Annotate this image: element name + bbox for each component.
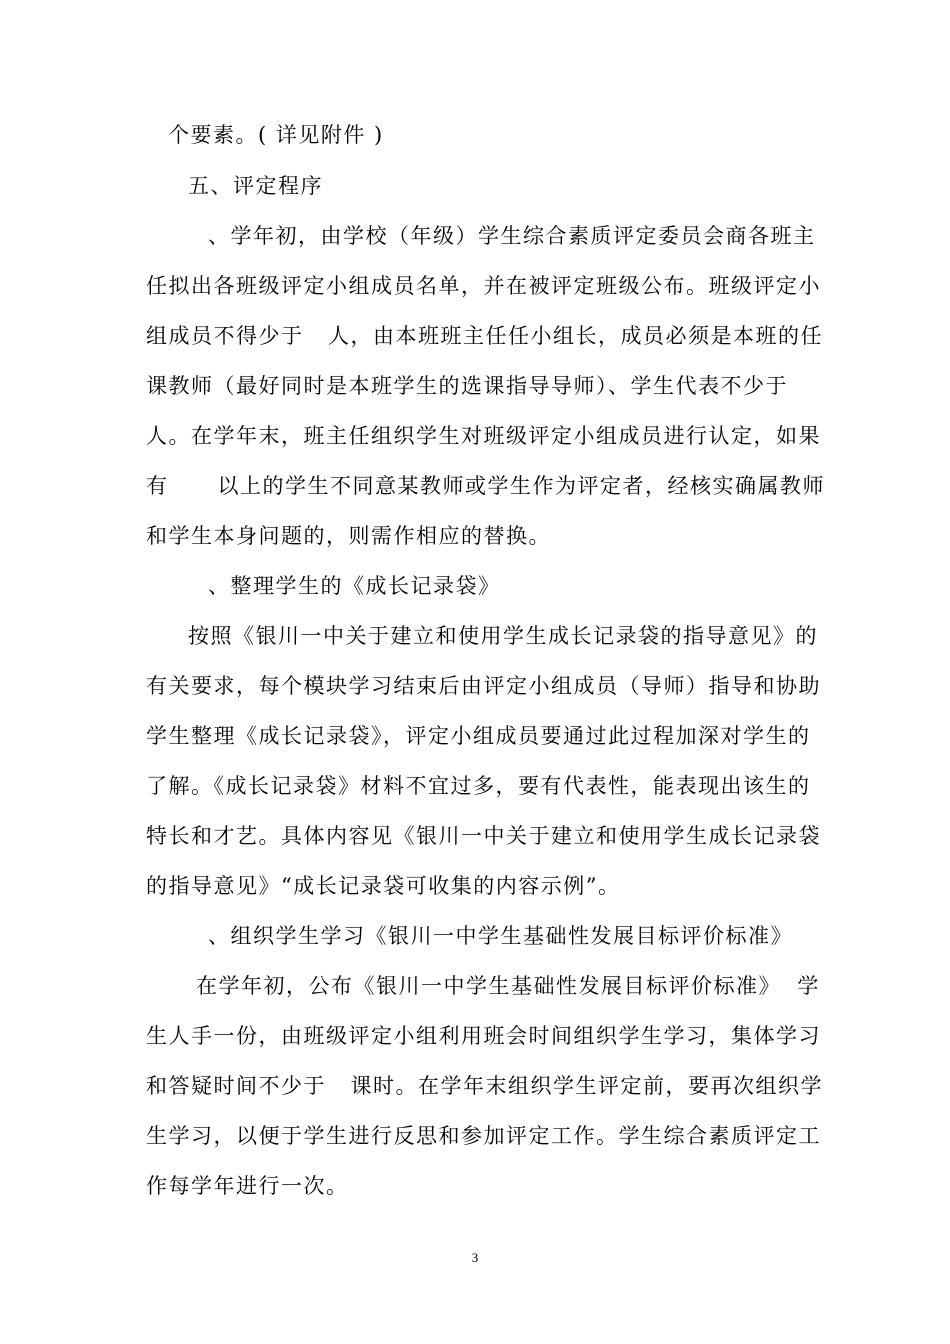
text-line-13: 学生整理《成长记录袋》，评定小组成员要通过此过程加深对学生的 — [146, 724, 811, 748]
text-line-11: 按照《银川一中关于建立和使用学生成长记录袋的指导意见》的 — [188, 624, 818, 648]
text-line-22: 作每学年进行一次。 — [146, 1174, 349, 1198]
text-line-9: 和学生本身问题的，则需作相应的替换。 — [146, 524, 551, 548]
text-line-12: 有关要求，每个模块学习结束后由评定小组成员（导师）指导和协助 — [146, 674, 821, 698]
text-line-20: 和答疑时间不少于 课时。在学年末组织学生评定前，要再次组织学 — [146, 1074, 824, 1098]
page-number: 3 — [471, 1250, 479, 1265]
text-line-19: 生人手一份，由班级评定小组利用班会时间组织学生学习，集体学习 — [146, 1024, 821, 1048]
subheading-study-standards: 、组织学生学习《银川一中学生基础性发展目标评价标准》 — [208, 924, 793, 948]
subheading-growth-record-bag: 、整理学生的《成长记录袋》 — [208, 574, 501, 598]
text-line-16: 的指导意见》“成长记录袋可收集的内容示例”。 — [146, 874, 621, 898]
text-line-15: 特长和才艺。具体内容见《银川一中关于建立和使用学生成长记录袋 — [146, 824, 821, 848]
text-line-8: 有 以上的学生不同意某教师或学生作为评定者，经核实确属教师 — [146, 474, 826, 498]
section-heading-evaluation-procedure: 五、评定程序 — [188, 174, 323, 198]
text-line-6: 课教师（最好同时是本班学生的选课指导导师）、学生代表不少于 — [146, 374, 788, 398]
text-line-4: 任拟出各班级评定小组成员名单，并在被评定班级公布。班级评定小 — [146, 274, 821, 298]
text-line-21: 生学习，以便于学生进行反思和参加评定工作。学生综合素质评定工 — [146, 1124, 821, 1148]
text-line-18: 在学年初，公布《银川一中学生基础性发展目标评价标准》 学 — [196, 974, 820, 998]
text-line-1: 个要素。( 详见附件 ) — [168, 123, 384, 147]
text-line-3: 、学年初，由学校（年级）学生综合素质评定委员会商各班主 — [208, 224, 816, 248]
text-line-7: 人。在学年末，班主任组织学生对班级评定小组成员进行认定，如果 — [146, 424, 821, 448]
text-line-5: 组成员不得少于 人，由本班班主任任小组长，成员必须是本班的任 — [146, 324, 824, 348]
text-line-14: 了解。《成长记录袋》材料不宜过多，要有代表性，能表现出该生的 — [146, 774, 811, 798]
